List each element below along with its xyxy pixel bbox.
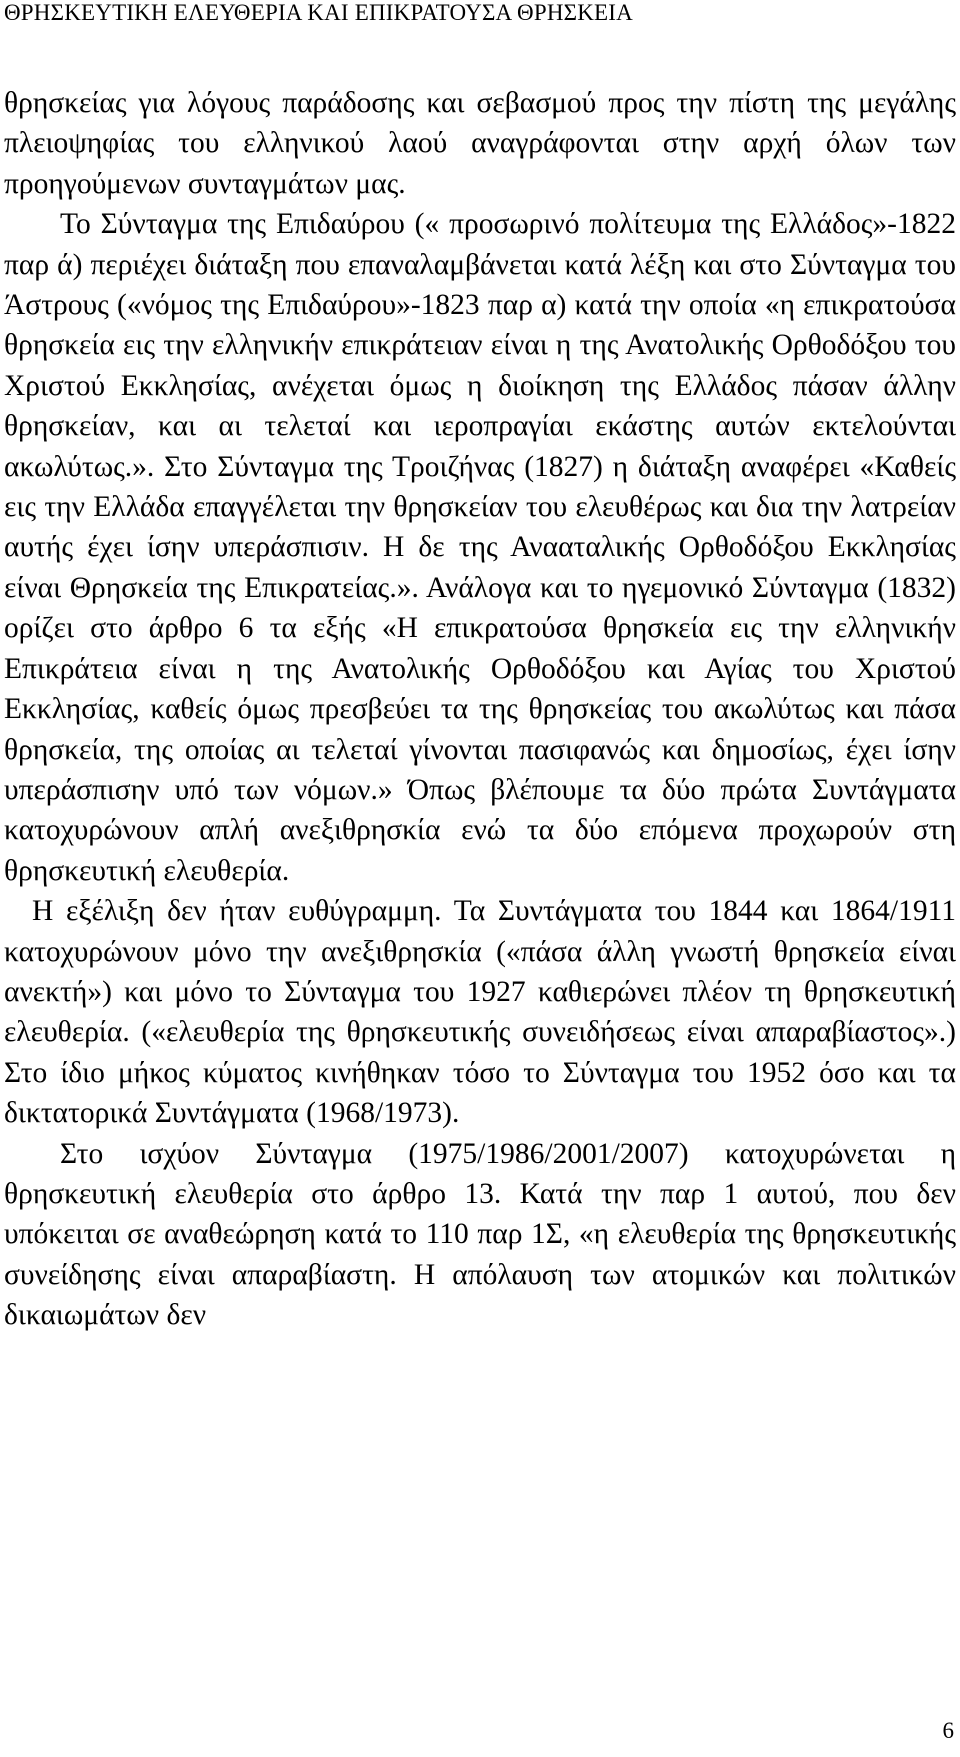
paragraph-1: θρησκείας για λόγους παράδοσης και σεβασμού προς την πίστη της μεγάλης πλειοψηφίας του ελληνικού λαού αναγράφονται στην αρχή όλων των προηγούμενων συνταγμάτων μας. bbox=[4, 87, 956, 200]
document-body bbox=[4, 83, 956, 1336]
running-header: ΘΡΗΣΚΕΥΤΙΚΗ ΕΛΕΥΘΕΡΙΑ ΚΑΙ ΕΠΙΚΡΑΤΟΥΣΑ ΘΡΗΣΚΕΙΑ bbox=[4, 0, 633, 25]
paragraph-3: Η εξέλιξη δεν ήταν ευθύγραμμη. Τα Συντάγματα του 1844 και 1864/1911 κατοχυρώνουν μόνο την ανεξιθρησκία («πάσα άλλη γνωστή θρησκεία είναι ανεκτή») και μόνο το Σύνταγμα του 1927 καθιερώνει πλέον τη θρησκευτική ελευθερία. («ελευθερία της θρησκευτικής συνειδήσεως είναι απαραβίαστος».) Στο ίδιο μήκος κύματος κινήθηκαν τόσο το Σύνταγμα του 1952 όσο και τα δικτατορικά Συντάγματα (1968/1973). bbox=[4, 895, 956, 1130]
paragraph-4: Στο ισχύον Σύνταγμα (1975/1986/2001/2007) κατοχυρώνεται η θρησκευτική ελευθερία στο άρθρο 13. Κατά την παρ 1 αυτού, που δεν υπόκειται σε αναθεώρηση κατά το 110 παρ 1Σ, «η ελευθερία της θρησκευτικής συνείδησης είναι απαραβίαστη. Η απόλαυση των ατομικών και πολιτικών δικαιωμάτων δεν bbox=[4, 1137, 956, 1332]
page-number: 6 bbox=[942, 1718, 954, 1743]
paragraph-2: Το Σύνταγμα της Επιδαύρου (« προσωρινό πολίτευμα της Ελλάδος»-1822 παρ ά) περιέχει διάταξη που επαναλαμβάνεται κατά λέξη και στο Σύνταγμα του Άστρους («νόμος της Επιδαύρου»-1823 παρ α) κατά την οποία «η επικρατούσα θρησκεία εις την ελληνικήν επικράτειαν είναι η της Ανατολικής Ορθοδόξου του Χριστού Εκκλησίας, ανέχεται όμως η διοίκηση της Ελλάδος πάσαν άλλην θρησκείαν, και αι τελεταί και ιεροπραγίαι εκάστης αυτών εκτελούνται ακωλύτως.». Στο Σύνταγμα της Τροιζήνας (1827) η διάταξη αναφέρει «Καθείς εις την Ελλάδα επαγγέλεται την θρησκείαν του ελευθέρως και δια την λατρείαν αυτής έχει ίσην υπεράσπισιν. Η δε της Ανααταλικής Ορθοδόξου Εκκλησίας είναι Θρησκεία της Επικρατείας.». Ανάλογα και το ηγεμονικό Σύνταγμα (1832) ορίζει στο άρθρο 6 τα εξής «Η επικρατούσα θρησκεία εις την ελληνικήν Επικράτεια είναι η της Ανατολικής Ορθοδόξου και Αγίας του Χριστού Εκκλησίας, καθείς όμως πρεσβεύει τα της θρησκείας του ακωλύτως και πάσα θρησκεία, της οποίας αι τελεταί γίνονται πασιφανώς και δημοσίως, έχει ίσην υπεράσπισην υπό των νόμων.» Όπως βλέπουμε τα δύο πρώτα Συντάγματα κατοχυρώνουν απλή ανεξιθρησκία ενώ τα δύο επόμενα προχωρούν στη θρησκευτική ελευθερία. bbox=[4, 208, 956, 887]
